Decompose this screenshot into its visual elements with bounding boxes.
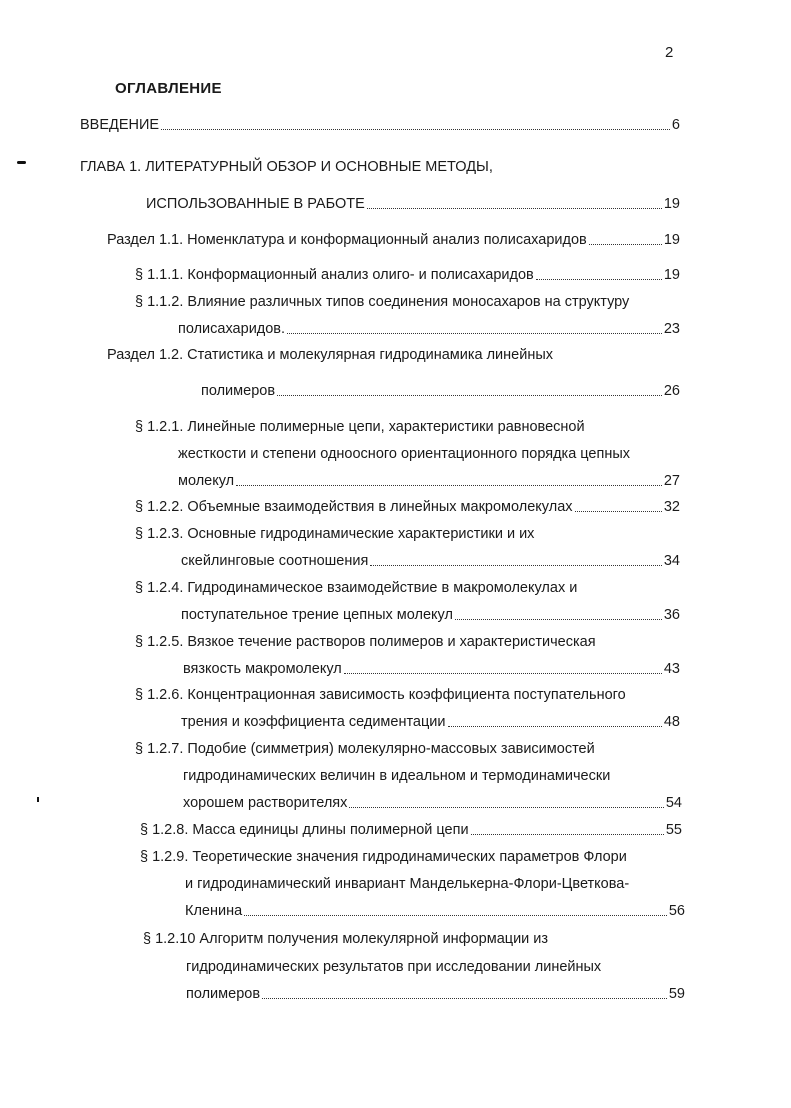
entry-text: § 1.2.5. Вязкое течение растворов полимеров и характеристическая (135, 634, 596, 650)
entry-text: § 1.2.6. Концентрационная зависимость коэффициента поступательного (135, 687, 626, 703)
toc-entry-introduction[interactable] (80, 116, 680, 134)
leader-dots (236, 485, 662, 486)
entry-text: § 1.2.9. Теоретические значения гидродинамических параметров Флори (140, 849, 627, 865)
entry-text: ГЛАВА 1. ЛИТЕРАТУРНЫЙ ОБЗОР И ОСНОВНЫЕ МЕТОДЫ, (80, 159, 493, 175)
toc-entry-1-2-5-cont[interactable] (183, 660, 680, 678)
entry-page: 43 (663, 661, 680, 677)
entry-text: хорошем растворителях (183, 795, 348, 811)
leader-dots (536, 279, 662, 280)
entry-page: 55 (665, 822, 682, 838)
leader-dots (367, 208, 662, 209)
leader-dots (277, 395, 662, 396)
leader-dots (471, 834, 664, 835)
toc-entry-1-2-2[interactable] (135, 498, 680, 516)
entry-page: 32 (663, 499, 680, 515)
leader-dots (262, 998, 667, 999)
page-number: 2 (665, 44, 674, 61)
toc-entry-1-2-9[interactable] (140, 848, 627, 866)
entry-text: ИСПОЛЬЗОВАННЫЕ В РАБОТЕ (146, 196, 365, 212)
entry-text: Раздел 1.1. Номенклатура и конформационный анализ полисахаридов (107, 232, 587, 248)
leader-dots (161, 129, 670, 130)
toc-entry-1-2-4-cont[interactable] (181, 606, 680, 624)
toc-entry-1-2-10-cont2[interactable] (186, 985, 685, 1003)
entry-text: полимеров (186, 986, 261, 1002)
toc-entry-1-2-9-cont2[interactable] (185, 902, 685, 920)
leader-dots (344, 673, 662, 674)
toc-entry-chapter-1-cont[interactable] (146, 195, 680, 213)
entry-page: 27 (663, 473, 680, 489)
entry-text: § 1.1.2. Влияние различных типов соединения моносахаров на структуру (135, 294, 630, 310)
leader-dots (575, 511, 662, 512)
entry-page: 54 (665, 795, 682, 811)
toc-entry-1-2-1-cont[interactable] (178, 445, 630, 463)
entry-text: трения и коэффициента седиментации (181, 714, 446, 730)
toc-entry-section-1-2[interactable] (107, 346, 553, 364)
entry-page: 56 (668, 903, 685, 919)
entry-page: 48 (663, 714, 680, 730)
entry-text: § 1.2.1. Линейные полимерные цепи, характеристики равновесной (135, 419, 585, 435)
toc-entry-1-2-4[interactable] (135, 579, 577, 597)
toc-entry-1-1-2[interactable] (135, 293, 629, 311)
toc-entry-1-2-1-cont2[interactable] (178, 472, 680, 490)
entry-text: и гидродинамический инвариант Манделькерна-Флори-Цветкова- (185, 876, 630, 892)
leader-dots (244, 915, 667, 916)
entry-page: 19 (663, 196, 680, 212)
leader-dots (455, 619, 662, 620)
entry-text: § 1.2.8. Масса единицы длины полимерной цепи (140, 822, 469, 838)
toc-entry-1-2-7[interactable] (135, 740, 595, 758)
leader-dots (349, 807, 663, 808)
entry-text: молекул (178, 473, 235, 489)
entry-text: § 1.2.4. Гидродинамическое взаимодействие в макромолекулах и (135, 580, 578, 596)
leader-dots (589, 244, 662, 245)
toc-entry-1-2-6-cont[interactable] (181, 713, 680, 731)
entry-text: ВВЕДЕНИЕ (80, 117, 160, 133)
entry-text: полимеров (201, 383, 276, 399)
toc-entry-1-2-3[interactable] (135, 525, 534, 543)
toc-entry-1-2-7-cont[interactable] (183, 767, 610, 785)
toc-entry-section-1-1[interactable] (107, 231, 680, 249)
entry-text: гидродинамических величин в идеальном и термодинамически (183, 768, 611, 784)
entry-page: 26 (663, 383, 680, 399)
toc-entry-1-2-10[interactable] (143, 930, 548, 948)
entry-page: 23 (663, 321, 680, 337)
entry-text: § 1.2.10 Алгоритм получения молекулярной информации из (143, 931, 549, 947)
toc-entry-section-1-2-cont[interactable] (201, 382, 680, 400)
toc-entry-1-2-10-cont[interactable] (186, 958, 601, 976)
toc-entry-1-2-5[interactable] (135, 633, 596, 651)
toc-entry-1-2-1[interactable] (135, 418, 585, 436)
entry-text: Кленина (185, 903, 243, 919)
toc-entry-1-1-1[interactable] (135, 266, 680, 284)
entry-text: § 1.2.2. Объемные взаимодействия в линейных макромолекулах (135, 499, 573, 515)
entry-text: § 1.2.3. Основные гидродинамические характеристики и их (135, 526, 535, 542)
entry-page: 34 (663, 553, 680, 569)
toc-entry-1-2-6[interactable] (135, 686, 626, 704)
leader-dots (287, 333, 662, 334)
toc-title: ОГЛАВЛЕНИЕ (115, 80, 222, 97)
toc-entry-1-2-8[interactable] (140, 821, 682, 839)
entry-page: 19 (663, 232, 680, 248)
toc-entry-1-2-9-cont[interactable] (185, 875, 629, 893)
scan-mark (17, 161, 26, 164)
toc-entry-chapter-1[interactable] (80, 158, 493, 176)
entry-page: 19 (663, 267, 680, 283)
entry-text: вязкость макромолекул (183, 661, 342, 677)
entry-text: Раздел 1.2. Статистика и молекулярная гидродинамика линейных (107, 347, 554, 363)
entry-text: § 1.2.7. Подобие (симметрия) молекулярно-массовых зависимостей (135, 741, 595, 757)
entry-text: поступательное трение цепных молекул (181, 607, 453, 623)
leader-dots (448, 726, 662, 727)
entry-text: жесткости и степени одноосного ориентационного порядка цепных (178, 446, 631, 462)
toc-entry-1-1-2-cont[interactable] (178, 320, 680, 338)
entry-text: гидродинамических результатов при исследовании линейных (186, 959, 602, 975)
entry-page: 59 (668, 986, 685, 1002)
scan-mark (37, 797, 39, 802)
leader-dots (370, 565, 662, 566)
entry-text: § 1.1.1. Конформационный анализ олиго- и полисахаридов (135, 267, 534, 283)
entry-page: 6 (671, 117, 680, 133)
toc-entry-1-2-7-cont2[interactable] (183, 794, 682, 812)
entry-text: скейлинговые соотношения (181, 553, 369, 569)
entry-page: 36 (663, 607, 680, 623)
entry-text: полисахаридов. (178, 321, 286, 337)
toc-entry-1-2-3-cont[interactable] (181, 552, 680, 570)
